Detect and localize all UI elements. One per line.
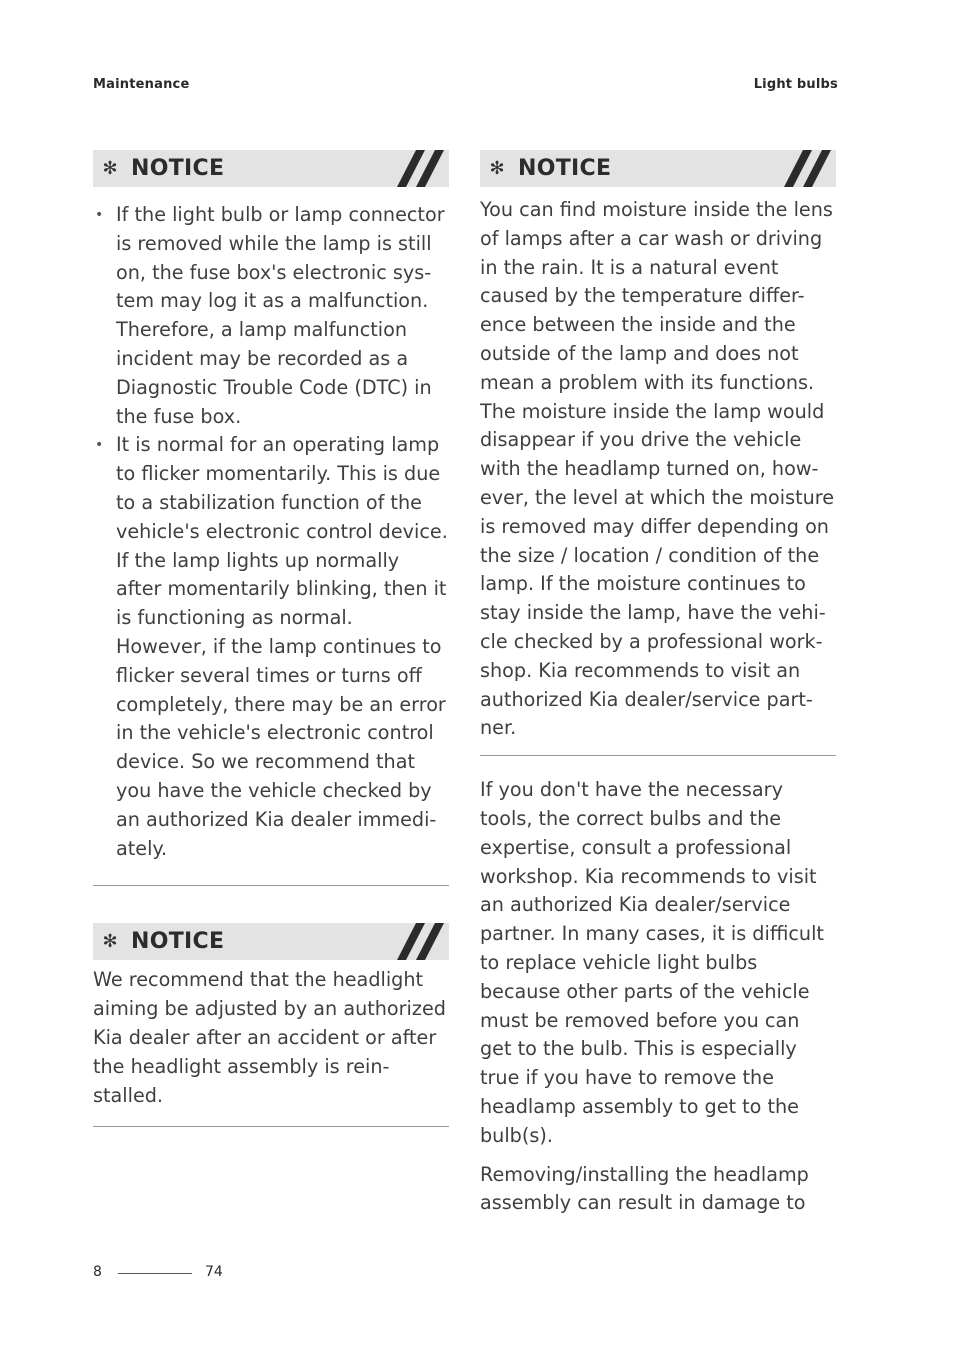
list-item: • It is normal for an operating lamp to flicker momentarily. This is due to a stabilization function of the vehicle's electronic control device. If the lamp lights up normally after momentarily blinking, then it is functioning as normal. However, if the lamp continues to flicker several times or turns off completely, there may be an error in the vehicle's electronic control device. So we recommend that you have the vehicle checked by an authorized Kia dealer immedi-ately.	[93, 431, 449, 863]
asterisk-icon: ✻	[489, 158, 505, 179]
left-column	[93, 150, 449, 1127]
notice-title: NOTICE	[131, 156, 225, 181]
right-column	[480, 150, 836, 1218]
diagonal-stripes-icon	[387, 923, 449, 960]
footer-rule	[118, 1273, 192, 1274]
running-header-topic: Light bulbs	[753, 77, 838, 92]
notice-banner	[480, 150, 836, 187]
list-item: • If the light bulb or lamp connector is removed while the lamp is still on, the fuse box's electronic sys-tem may log it as a malfunction. Therefore, a lamp malfunction incident may be recorded as a Diagnostic Trouble Code (DTC) in the fuse box.	[93, 201, 449, 431]
asterisk-icon: ✻	[102, 158, 118, 179]
section-divider	[93, 1126, 449, 1127]
notice-banner	[93, 923, 449, 960]
notice-banner	[93, 150, 449, 187]
notice-title: NOTICE	[518, 156, 612, 181]
page-number: 74	[205, 1264, 223, 1280]
body-paragraph: Removing/installing the headlamp assembly can result in damage to	[480, 1162, 809, 1215]
notice-title: NOTICE	[131, 929, 225, 955]
body-paragraph: If you don't have the necessary tools, the correct bulbs and the expertise, consult a professional workshop. Kia recommends to visit an authorized Kia dealer/service partner. In many cases, it is difficult to replace vehicle light bulbs because other parts of the vehicle must be removed before you can get to the bulb. This is especially true if you have to remove the headlamp assembly to get to the bulb(s).	[480, 778, 824, 1147]
diagonal-stripes-icon	[774, 150, 836, 187]
diagonal-stripes-icon	[387, 150, 449, 187]
notice-text: We recommend that the headlight aiming be adjusted by an authorized Kia dealer after an accident or after the headlight assembly is rein-stalled.	[93, 968, 446, 1107]
section-divider	[480, 755, 836, 756]
asterisk-icon: ✻	[102, 931, 118, 953]
notice-bullet-list	[93, 201, 449, 863]
notice-text: You can find moisture inside the lens of lamps after a car wash or driving in the rain. It is a natural event caused by the temperature differ-ence between the inside and the outside of the lamp and does not mean a problem with its functions. The moisture inside the lamp would disappear if you drive the vehicle with the headlamp turned on, how-ever, the level at which the moisture is removed may differ depending on the size / location / condition of the lamp. If the moisture continues to stay inside the lamp, have the vehi-cle checked by a professional work-shop. Kia recommends to visit an authorized Kia dealer/service part-ner.	[480, 198, 835, 740]
section-divider	[93, 885, 449, 886]
chapter-number: 8	[93, 1264, 102, 1280]
running-header-section: Maintenance	[93, 77, 190, 92]
